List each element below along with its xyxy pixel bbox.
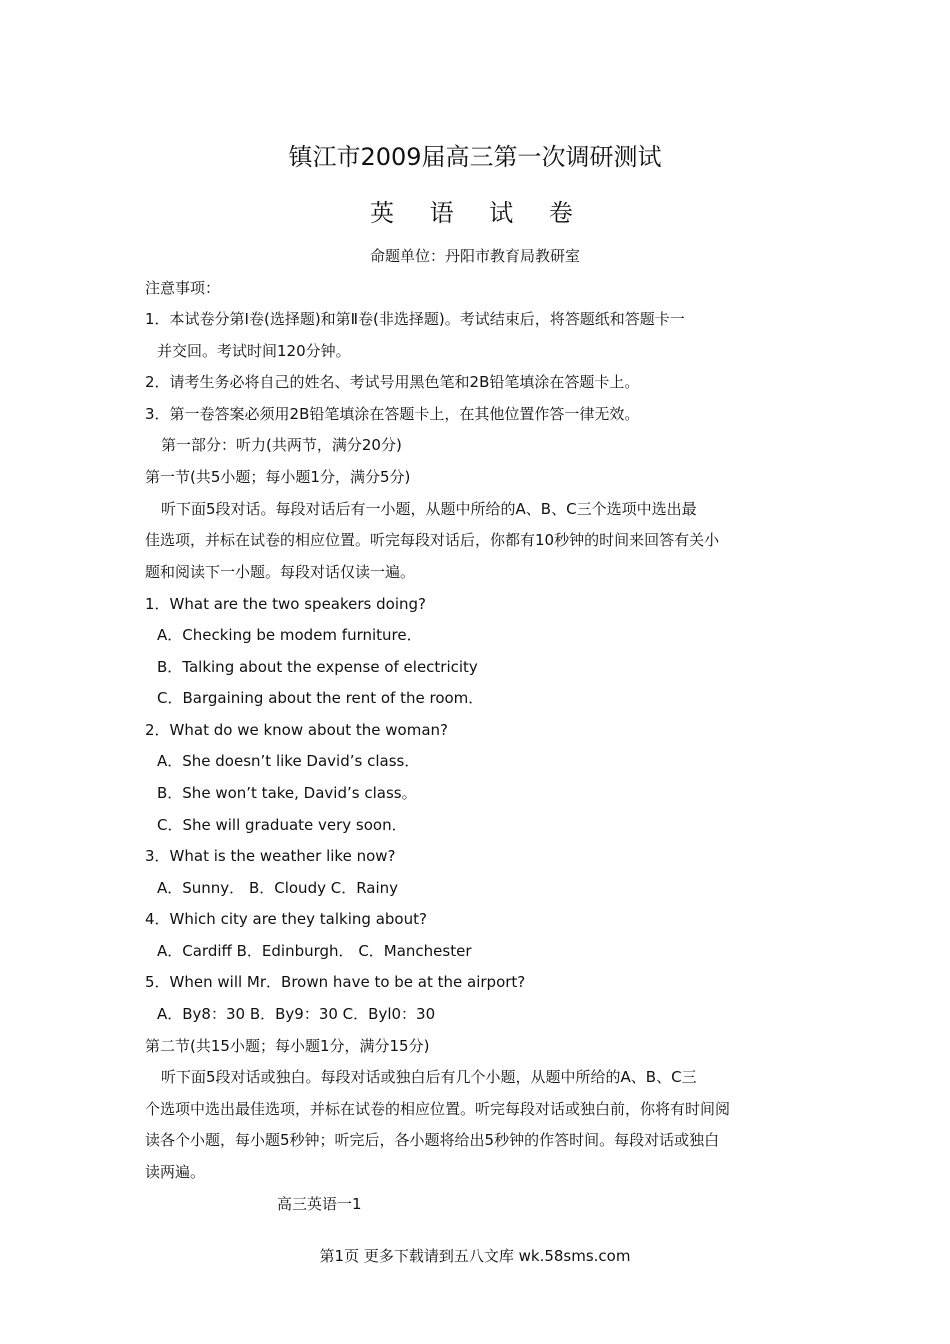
question-2: 2．What do we know about the woman?: [145, 721, 449, 739]
section1-intro-line-2: 佳选项，并标在试卷的相应位置。听完每段对话后，你都有10秒钟的时间来回答有关小: [145, 531, 720, 549]
question-1-option-c: C．Bargaining about the rent of the room．: [157, 689, 484, 707]
question-3-options: A．Sunny． B．Cloudy C．Rainy: [157, 879, 399, 897]
question-4: 4．Which city are they talking about?: [145, 910, 427, 928]
exam-title: 镇江市2009届高三第一次调研测试: [288, 143, 662, 171]
section2-intro-line-2: 个选项中选出最佳选项，并标在试卷的相应位置。听完每段对话或独白前，你将有时间阅: [145, 1100, 731, 1118]
question-3: 3．What is the weather like now?: [145, 847, 396, 865]
question-1-option-a: A．Checking be modem furniture．: [157, 626, 422, 644]
notice-item-1-line-2: 并交回。考试时间120分钟。: [157, 342, 351, 360]
question-1: 1．What are the two speakers doing?: [145, 595, 426, 613]
question-1-option-b: B．Talking about the expense of electricity: [157, 658, 478, 676]
part1-heading: 第一部分：听力(共两节，满分20分): [161, 436, 402, 454]
section1-intro-line-3: 题和阅读下一小题。每段对话仅读一遍。: [145, 563, 416, 581]
question-2-option-b: B．She won’t take, David’s class。: [157, 784, 417, 802]
question-2-option-a: A．She doesn’t like David’s class．: [157, 752, 420, 770]
notice-item-3: 3．第一卷答案必须用2B铅笔填涂在答题卡上，在其他位置作答一律无效。: [145, 405, 640, 423]
notice-heading: 注意事项：: [145, 279, 221, 297]
question-4-options: A．Cardiff B．Edinburgh． C．Manchester: [157, 942, 472, 960]
question-5-options: A．By8：30 B．By9：30 C．Byl0：30: [157, 1005, 436, 1023]
question-5: 5．When will Mr．Brown have to be at the airport?: [145, 973, 526, 991]
section2-intro-line-4: 读两遍。: [145, 1163, 206, 1181]
section2-intro-line-3: 读各个小题，每小题5秒钟；听完后，各小题将给出5秒钟的作答时间。每段对话或独白: [145, 1131, 720, 1149]
notice-item-2: 2．请考生务必将自己的姓名、考试号用黑色笔和2B铅笔填涂在答题卡上。: [145, 373, 640, 391]
notice-item-1-line-1: 1．本试卷分第Ⅰ卷(选择题)和第Ⅱ卷(非选择题)。考试结束后，将答题纸和答题卡一: [145, 310, 685, 328]
page-label: 高三英语一1: [277, 1195, 362, 1213]
page-footer: 第1页 更多下载请到五八文库 wk.58sms.com: [319, 1247, 631, 1265]
section2-heading: 第二节(共15小题；每小题1分，满分15分): [145, 1037, 430, 1055]
exam-subtitle: 英 语 试 卷: [370, 199, 587, 227]
section1-intro-line-1: 听下面5段对话。每段对话后有一小题，从题中所给的A、B、C三个选项中选出最: [161, 500, 697, 518]
question-2-option-c: C．She will graduate very soon．: [157, 816, 407, 834]
section2-intro-line-1: 听下面5段对话或独白。每段对话或独白后有几个小题，从题中所给的A、B、C三: [161, 1068, 697, 1086]
section1-heading: 第一节(共5小题；每小题1分，满分5分): [145, 468, 411, 486]
exam-author: 命题单位：丹阳市教育局教研室: [369, 247, 580, 265]
